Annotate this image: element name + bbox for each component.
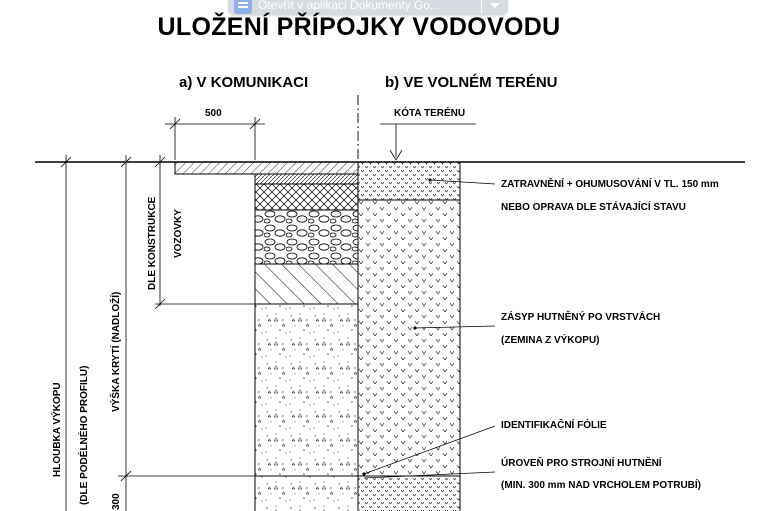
backfill-right — [358, 200, 460, 476]
road-base-layer — [255, 174, 358, 184]
gravel-layer — [255, 210, 358, 264]
terrain-level-label: KÓTA TERÉNU — [394, 108, 466, 119]
dimension-300-label: 300 — [111, 493, 122, 510]
foil-label: IDENTIFIKAČNÍ FÓLIE — [501, 420, 607, 431]
dimension-500-label: 500 — [205, 108, 222, 119]
sand-layer — [255, 264, 358, 304]
construction-label-line2: VOZOVKY — [173, 209, 184, 258]
compaction-label-line1: ÚROVEŇ PRO STROJNÍ HUTNĚNÍ — [501, 458, 662, 469]
diagram-title: ULOŽENÍ PŘÍPOJKY VODOVODU — [157, 13, 561, 41]
topsoil-label-line1: ZATRAVNĚNÍ + OHUMUSOVÁNÍ V TL. 150 mm — [501, 179, 719, 190]
cover-height-label: VÝŠKA KRYTÍ (NADLOŽÍ) — [111, 291, 122, 412]
backfill-left — [255, 304, 358, 476]
pipe-zone-right — [358, 476, 460, 511]
section-a-heading: a) V KOMUNIKACI — [179, 74, 309, 91]
crushed-stone-layer — [255, 184, 358, 210]
open-with-label: Otevřít v aplikaci Dokumenty Go... — [258, 0, 441, 12]
trench-depth-label-line2: (DLE PODÉLNÉHO PROFILU) — [79, 365, 90, 505]
pipe-zone-left — [255, 476, 358, 511]
construction-label-line1: DLE KONSTRUKCE — [147, 196, 158, 290]
backfill-label-line2: (ZEMINA Z VÝKOPU) — [501, 335, 600, 346]
compaction-label-line2: (MIN. 300 mm NAD VRCHOLEM POTRUBÍ) — [501, 480, 702, 491]
trench-depth-label-line1: HLOUBKA VÝKOPU — [52, 382, 63, 477]
section-b-heading: b) VE VOLNÉM TERÉNU — [385, 74, 558, 91]
backfill-label-line1: ZÁSYP HUTNĚNÝ PO VRSTVÁCH — [501, 312, 661, 323]
road-surface-layer — [175, 162, 358, 174]
topsoil-label-line2: NEBO OPRAVA DLE STÁVAJÍCÍ STAVU — [501, 202, 686, 213]
